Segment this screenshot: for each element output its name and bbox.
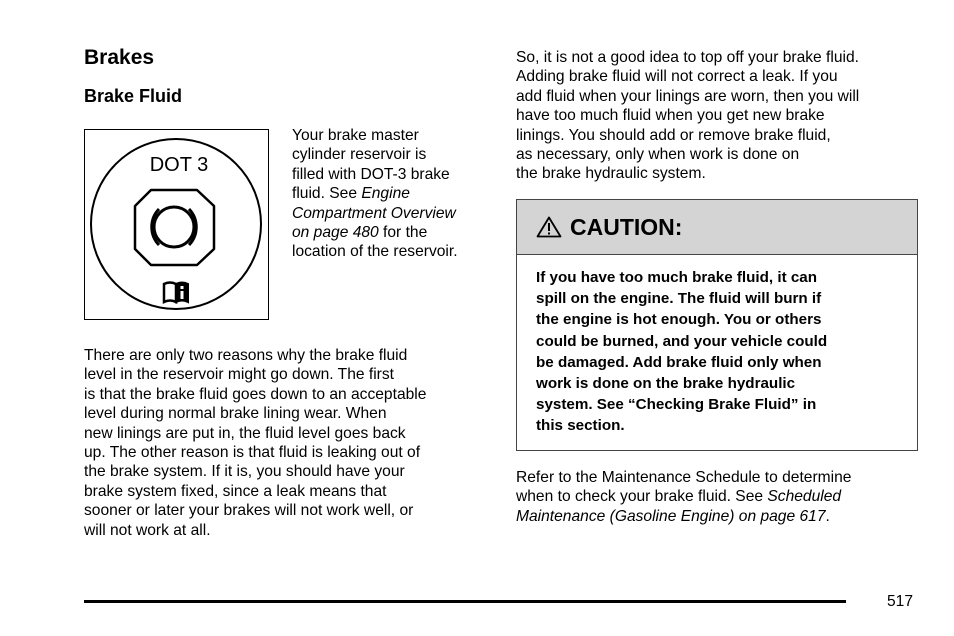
caution-line: spill on the engine. The fluid will burn if: [536, 290, 822, 308]
caution-line: If you have too much brake fluid, it can: [536, 269, 818, 286]
top-off-line: Adding brake fluid will not correct a leak. If you: [516, 68, 838, 86]
caution-text: [517, 255, 917, 437]
text-run: filled with DOT-3 brake: [292, 165, 450, 183]
text-run: for the: [378, 224, 428, 242]
reservoir-cap-illustration: [85, 130, 268, 319]
caution-box: [516, 199, 918, 451]
intro-line: [292, 204, 492, 223]
intro-line: [292, 242, 492, 261]
warning-circle-icon: [154, 207, 194, 247]
schedule-line: [516, 468, 926, 487]
intro-line: [292, 223, 492, 242]
caution-header: [517, 200, 917, 255]
caution-line: be damaged. Add brake fluid only when: [536, 353, 822, 371]
text-run: Your brake master: [292, 127, 419, 144]
cross-reference: Compartment Overview: [292, 204, 456, 222]
brake-fluid-cap-figure: [84, 129, 269, 320]
text-run: fluid. See: [292, 185, 362, 203]
reasons-paragraph: [84, 346, 494, 540]
reasons-line: sooner or later your brakes will not work well, or: [84, 502, 414, 520]
reasons-line: is that the brake fluid goes down to an acceptable: [84, 385, 427, 403]
reasons-line: level in the reservoir might go down. The first: [84, 366, 394, 384]
reasons-line: will not work at all.: [84, 521, 211, 539]
cross-reference: Scheduled: [767, 488, 842, 506]
caution-line: could be burned, and your vehicle could: [536, 332, 828, 350]
caution-line: system. See “Checking Brake Fluid” in: [536, 396, 817, 414]
top-off-line: linings. You should add or remove brake fluid,: [516, 126, 831, 144]
caution-title: CAUTION:: [570, 213, 683, 240]
reasons-line: the brake system. If it is, you should have your: [84, 463, 405, 481]
cross-reference: Maintenance (Gasoline Engine) on page 617: [516, 507, 826, 525]
warning-triangle-icon: [536, 216, 562, 238]
top-off-line: the brake hydraulic system.: [516, 165, 706, 183]
text-run: cylinder reservoir is: [292, 146, 427, 164]
cross-reference: Engine: [361, 185, 410, 203]
schedule-line: [516, 507, 926, 526]
intro-paragraph: [292, 126, 492, 262]
footer-rule: [84, 600, 846, 603]
caution-line: work is done on the brake hydraulic: [536, 375, 796, 393]
text-run: location of the reservoir.: [292, 243, 458, 261]
caution-line: the engine is hot enough. You or others: [536, 311, 822, 329]
octagon-icon: [135, 190, 214, 265]
top-off-paragraph: [516, 48, 926, 184]
cross-reference: on page 480: [292, 224, 379, 242]
intro-line: [292, 165, 492, 184]
text-run: Refer to the Maintenance Schedule to determine: [516, 469, 852, 486]
intro-line: [292, 145, 492, 164]
text-run: when to check your brake fluid. See: [516, 488, 768, 506]
owners-manual-icon: [164, 283, 188, 303]
page-number: 517: [887, 593, 914, 610]
schedule-line: [516, 487, 926, 506]
text-run: .: [825, 507, 830, 525]
section-heading: Brakes: [84, 46, 155, 69]
schedule-paragraph: [516, 468, 926, 526]
reasons-line: new linings are put in, the fluid level goes back: [84, 424, 406, 442]
reasons-line: up. The other reason is that fluid is leaking out of: [84, 444, 421, 462]
reasons-line: brake system fixed, since a leak means that: [84, 482, 387, 500]
top-off-line: as necessary, only when work is done on: [516, 146, 800, 164]
reasons-line: level during normal brake lining wear. When: [84, 405, 387, 423]
top-off-line: have too much fluid when you get new brake: [516, 107, 825, 125]
caution-line: this section.: [536, 417, 625, 435]
intro-line: [292, 184, 492, 203]
top-off-line: add fluid when your linings are worn, then you will: [516, 87, 860, 105]
subsection-heading: Brake Fluid: [84, 86, 183, 106]
reasons-line: There are only two reasons why the brake fluid: [84, 347, 408, 364]
intro-line: [292, 126, 492, 145]
top-off-line: So, it is not a good idea to top off your brake fluid.: [516, 49, 859, 66]
cap-label: DOT 3: [149, 154, 209, 176]
